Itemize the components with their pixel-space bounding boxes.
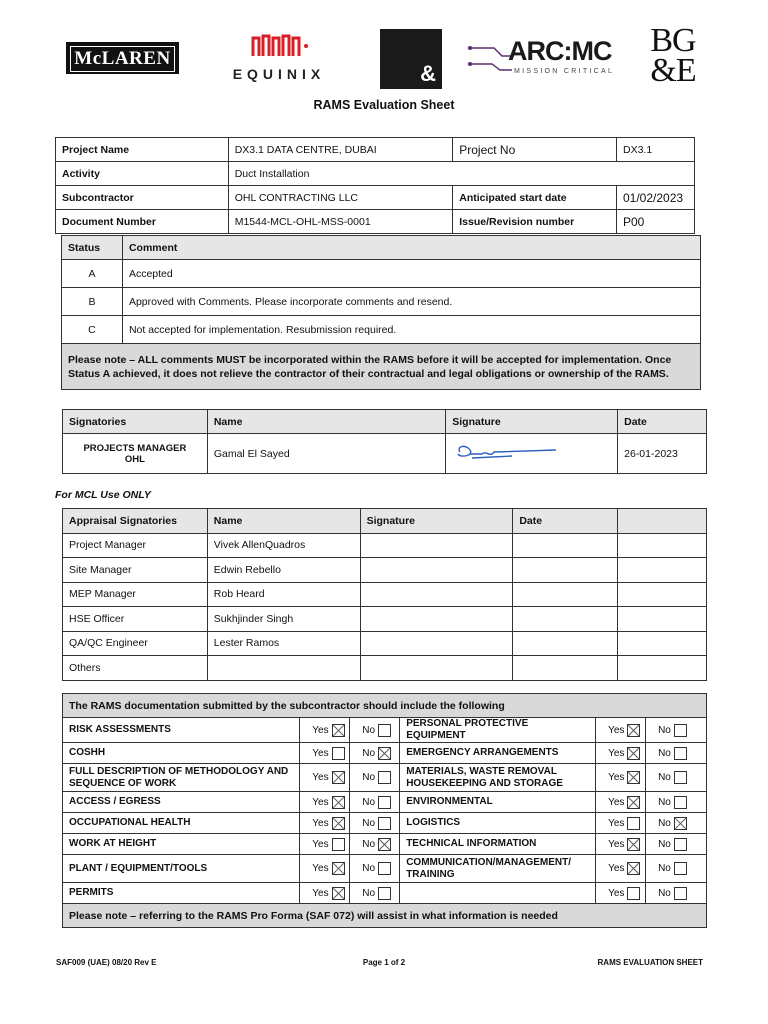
rams-no-cell [350, 813, 400, 834]
footer-doc-title: RAMS EVALUATION SHEET [597, 958, 703, 967]
no-label: No [658, 863, 671, 875]
no-label: No [362, 747, 376, 759]
no-label: No [362, 817, 376, 829]
rams-item-left: OCCUPATIONAL HEALTH [63, 813, 300, 834]
no-checkbox[interactable] [378, 747, 391, 760]
signature-scribble-icon [452, 440, 562, 464]
rams-item-right: PERSONAL PROTECTIVE EQUIPMENT [400, 718, 596, 743]
no-checkbox[interactable] [378, 838, 391, 851]
rams-yes-cell [596, 743, 646, 764]
rams-no-cell [350, 718, 400, 743]
yes-checkbox[interactable] [332, 724, 345, 737]
rams-no-cell [350, 792, 400, 813]
yes-checkbox[interactable] [332, 887, 345, 900]
rams-item-left: PERMITS [63, 883, 300, 904]
no-label: No [362, 838, 376, 850]
no-label: No [362, 796, 376, 808]
signatories-header: Signatories [63, 410, 208, 434]
rams-no-cell [350, 883, 400, 904]
yes-label: Yes [312, 724, 329, 736]
yes-label: Yes [312, 796, 329, 808]
appraisal-table [62, 508, 707, 681]
no-label: No [362, 863, 376, 875]
yes-label: Yes [608, 747, 625, 759]
appraisal-date [513, 533, 618, 558]
yes-label: Yes [608, 817, 625, 829]
signatory-role: PROJECTS MANAGER OHL [63, 434, 208, 474]
appraisal-name: Vivek AllenQuadros [207, 533, 360, 558]
appraisal-role: Others [63, 656, 208, 681]
status-comment: Not accepted for implementation. Resubmission required. [122, 316, 700, 344]
yes-label: Yes [608, 838, 625, 850]
revision-label: Issue/Revision number [453, 210, 617, 234]
yes-label: Yes [608, 887, 625, 899]
appraisal-signature [360, 631, 513, 656]
rams-footer-note: Please note – referring to the RAMS Pro Forma (SAF 072) will assist in what information is needed [63, 904, 707, 928]
appraisal-signature [360, 533, 513, 558]
yes-checkbox[interactable] [627, 796, 640, 809]
status-code: B [62, 288, 123, 316]
rams-item-right: TECHNICAL INFORMATION [400, 834, 596, 855]
appraisal-name: Sukhjinder Singh [207, 607, 360, 632]
project-no-label: Project No [453, 138, 617, 162]
rams-yes-cell [300, 764, 350, 792]
rams-item-left: ACCESS / EGRESS [63, 792, 300, 813]
rams-yes-cell [300, 792, 350, 813]
rams-item-left: FULL DESCRIPTION OF METHODOLOGY AND SEQUENCE OF WORK [63, 764, 300, 792]
rams-no-cell [646, 883, 707, 904]
appraisal-signature [360, 656, 513, 681]
no-checkbox[interactable] [674, 747, 687, 760]
yes-checkbox[interactable] [332, 817, 345, 830]
status-code: A [62, 260, 123, 288]
appraisal-signature [360, 558, 513, 583]
rams-no-cell [350, 764, 400, 792]
no-checkbox[interactable] [674, 771, 687, 784]
appraisal-name: Edwin Rebello [207, 558, 360, 583]
yes-label: Yes [312, 863, 329, 875]
appraisal-extra [618, 582, 707, 607]
no-label: No [658, 724, 671, 736]
yes-checkbox[interactable] [627, 887, 640, 900]
no-checkbox[interactable] [378, 796, 391, 809]
yes-checkbox[interactable] [332, 862, 345, 875]
appraisal-extra [618, 558, 707, 583]
logo-strip [0, 22, 768, 92]
rams-yes-cell [596, 764, 646, 792]
date-header: Date [513, 509, 618, 534]
no-checkbox[interactable] [378, 724, 391, 737]
date-header: Date [618, 410, 707, 434]
no-label: No [362, 724, 376, 736]
no-checkbox[interactable] [674, 838, 687, 851]
rams-yes-cell [300, 855, 350, 883]
appraisal-header: Appraisal Signatories [63, 509, 208, 534]
yes-checkbox[interactable] [627, 724, 640, 737]
activity-value: Duct Installation [228, 162, 694, 186]
rams-no-cell [646, 743, 707, 764]
rams-no-cell [646, 855, 707, 883]
equinix-mark-icon [251, 34, 313, 58]
appraisal-extra [618, 631, 707, 656]
no-label: No [658, 796, 671, 808]
status-note: Please note – ALL comments MUST be incorporated within the RAMS before it will be accepted for implementation. Once Status A achieved, it does not relieve the contractor of their contractual and legal obligations or ownership of the RAMS. [62, 344, 701, 390]
rams-yes-cell [596, 718, 646, 743]
no-label: No [658, 887, 671, 899]
page-title: RAMS Evaluation Sheet [313, 98, 455, 112]
subcontractor-value: OHL CONTRACTING LLC [228, 186, 453, 210]
yes-checkbox[interactable] [627, 862, 640, 875]
rams-item-right: MATERIALS, WASTE REMOVAL HOUSEKEEPING AND STORAGE [400, 764, 596, 792]
name-header: Name [207, 410, 445, 434]
comment-header: Comment [122, 236, 700, 260]
bge-logo: BG&E [650, 22, 696, 89]
appraisal-name [207, 656, 360, 681]
yes-label: Yes [608, 863, 625, 875]
rams-no-cell [350, 834, 400, 855]
appraisal-date [513, 631, 618, 656]
rams-no-cell [646, 792, 707, 813]
no-checkbox[interactable] [674, 862, 687, 875]
rams-item-right: COMMUNICATION/MANAGEMENT/ TRAINING [400, 855, 596, 883]
appraisal-name: Lester Ramos [207, 631, 360, 656]
rams-no-cell [350, 855, 400, 883]
signature-header: Signature [360, 509, 513, 534]
rams-no-cell [350, 743, 400, 764]
rams-item-right [400, 883, 596, 904]
appraisal-extra [618, 656, 707, 681]
status-code: C [62, 316, 123, 344]
mclaren-logo: McLAREN [66, 42, 179, 74]
signature-header: Signature [446, 410, 618, 434]
yes-checkbox[interactable] [332, 747, 345, 760]
appraisal-date [513, 656, 618, 681]
footer-page-number: Page 1 of 2 [362, 958, 406, 967]
yes-label: Yes [312, 838, 329, 850]
yes-label: Yes [312, 747, 329, 759]
rams-yes-cell [596, 834, 646, 855]
no-checkbox[interactable] [378, 771, 391, 784]
rams-no-cell [646, 813, 707, 834]
rams-item-left: COSHH [63, 743, 300, 764]
rams-header: The RAMS documentation submitted by the subcontractor should include the following [63, 694, 707, 718]
rams-item-left: PLANT / EQUIPMENT/TOOLS [63, 855, 300, 883]
project-name-label: Project Name [56, 138, 229, 162]
no-label: No [658, 838, 671, 850]
no-label: No [658, 772, 671, 784]
yes-label: Yes [312, 817, 329, 829]
appraisal-date [513, 558, 618, 583]
yes-label: Yes [608, 796, 625, 808]
yes-checkbox[interactable] [627, 747, 640, 760]
appraisal-extra [618, 607, 707, 632]
appraisal-date [513, 607, 618, 632]
appraisal-role: Site Manager [63, 558, 208, 583]
subcontractor-label: Subcontractor [56, 186, 229, 210]
name-header: Name [207, 509, 360, 534]
appraisal-role: MEP Manager [63, 582, 208, 607]
rams-yes-cell [596, 855, 646, 883]
rams-item-right: LOGISTICS [400, 813, 596, 834]
appraisal-signature [360, 607, 513, 632]
yes-checkbox[interactable] [332, 796, 345, 809]
document-number-label: Document Number [56, 210, 229, 234]
document-number-value: M1544-MCL-OHL-MSS-0001 [228, 210, 453, 234]
no-checkbox[interactable] [378, 817, 391, 830]
appraisal-signature [360, 582, 513, 607]
blank-header [618, 509, 707, 534]
appraisal-date [513, 582, 618, 607]
yes-label: Yes [312, 887, 329, 899]
yes-checkbox[interactable] [332, 838, 345, 851]
activity-label: Activity [56, 162, 229, 186]
status-comment: Approved with Comments. Please incorporate comments and resend. [122, 288, 700, 316]
yes-checkbox[interactable] [627, 838, 640, 851]
no-label: No [362, 772, 376, 784]
no-checkbox[interactable] [674, 887, 687, 900]
rams-item-right: EMERGENCY ARRANGEMENTS [400, 743, 596, 764]
rams-item-left: RISK ASSESSMENTS [63, 718, 300, 743]
rams-no-cell [646, 834, 707, 855]
rams-yes-cell [300, 743, 350, 764]
rams-yes-cell [596, 792, 646, 813]
yes-checkbox[interactable] [332, 771, 345, 784]
status-comment: Accepted [122, 260, 700, 288]
yes-label: Yes [608, 772, 625, 784]
rams-yes-cell [596, 813, 646, 834]
revision-value: P00 [616, 210, 694, 234]
equinix-logo: EQUINIX [205, 30, 353, 86]
circuit-icon [468, 40, 512, 74]
no-label: No [658, 747, 671, 759]
no-label: No [658, 817, 671, 829]
mcl-use-label: For MCL Use ONLY [55, 489, 151, 501]
rams-item-right: ENVIRONMENTAL [400, 792, 596, 813]
rams-yes-cell [300, 718, 350, 743]
project-info-table [55, 137, 695, 234]
signatory-name: Gamal El Sayed [207, 434, 445, 474]
rams-no-cell [646, 764, 707, 792]
status-header: Status [62, 236, 123, 260]
rams-yes-cell [596, 883, 646, 904]
appraisal-role: QA/QC Engineer [63, 631, 208, 656]
signatory-date: 26-01-2023 [618, 434, 707, 474]
yes-checkbox[interactable] [627, 817, 640, 830]
appraisal-role: Project Manager [63, 533, 208, 558]
appraisal-role: HSE Officer [63, 607, 208, 632]
signatory-signature [446, 434, 618, 474]
status-table [61, 235, 701, 390]
no-checkbox[interactable] [674, 724, 687, 737]
start-date-label: Anticipated start date [453, 186, 617, 210]
start-date-value: 01/02/2023 [616, 186, 694, 210]
rams-yes-cell [300, 834, 350, 855]
no-label: No [362, 887, 376, 899]
appraisal-name: Rob Heard [207, 582, 360, 607]
ampersand-logo: & [380, 29, 442, 89]
signatories-table [62, 409, 707, 474]
no-checkbox[interactable] [378, 862, 391, 875]
rams-checklist-table [62, 693, 707, 928]
no-checkbox[interactable] [674, 796, 687, 809]
arcmc-logo: ARC:MC MISSION CRITICAL [468, 36, 618, 82]
appraisal-extra [618, 533, 707, 558]
no-checkbox[interactable] [378, 887, 391, 900]
rams-no-cell [646, 718, 707, 743]
yes-checkbox[interactable] [627, 771, 640, 784]
rams-item-left: WORK AT HEIGHT [63, 834, 300, 855]
yes-label: Yes [608, 724, 625, 736]
footer-form-code: SAF009 (UAE) 08/20 Rev E [56, 958, 157, 967]
yes-label: Yes [312, 772, 329, 784]
rams-yes-cell [300, 883, 350, 904]
project-no-value: DX3.1 [616, 138, 694, 162]
no-checkbox[interactable] [674, 817, 687, 830]
project-name-value: DX3.1 DATA CENTRE, DUBAI [228, 138, 453, 162]
rams-yes-cell [300, 813, 350, 834]
